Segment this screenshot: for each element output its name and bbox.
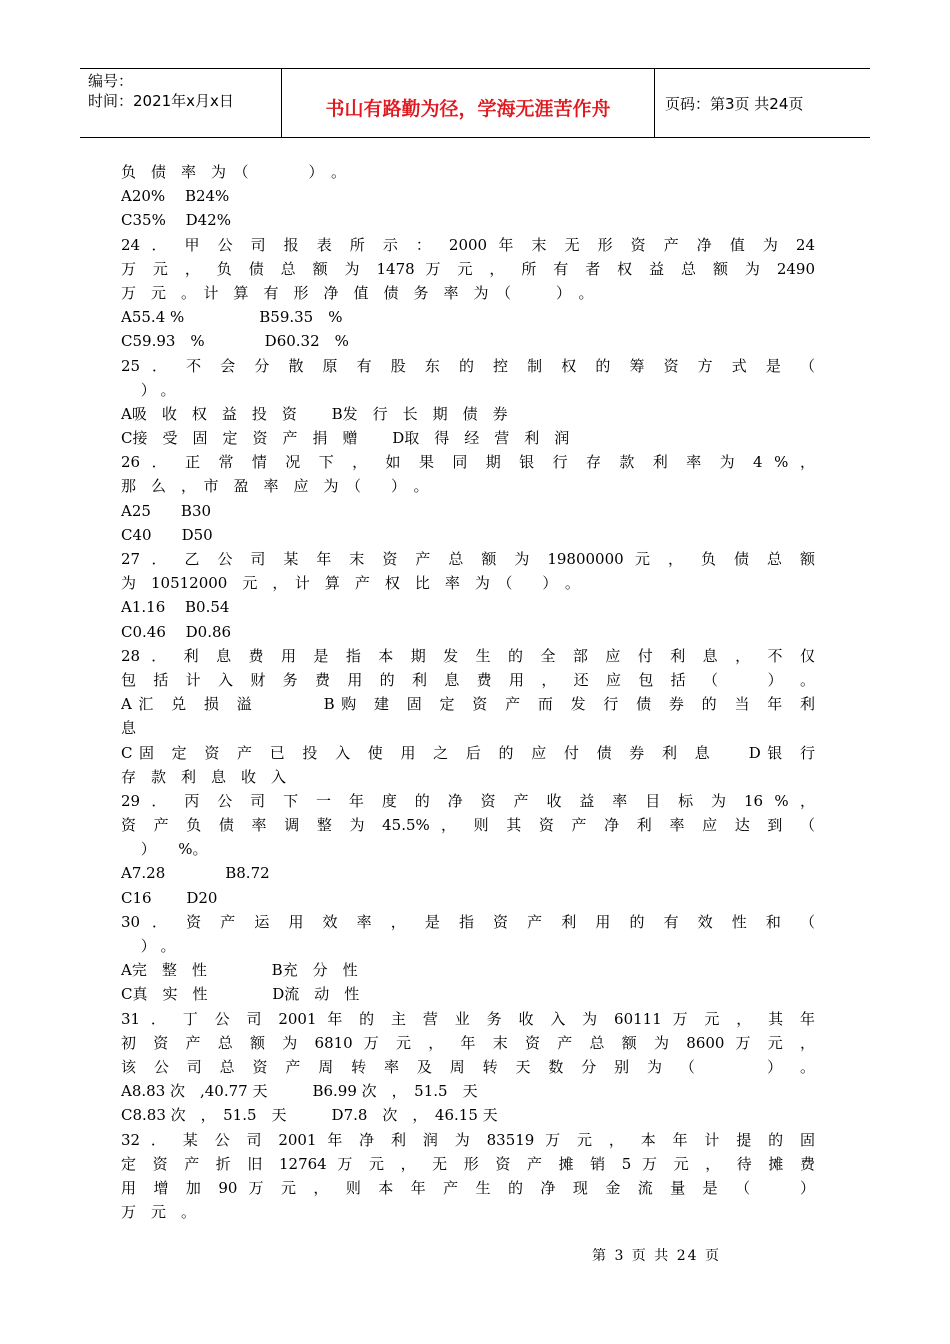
text-line: 那 么 ， 市 盈 率 应 为 （ ） 。 <box>121 477 429 496</box>
text-line: 32 ． 某 公 司 2001 年 净 利 润 为 83519 万 元 ， 本 年 计 提 的 固 <box>121 1130 815 1149</box>
text-line: 该 公 司 总 资 产 周 转 率 及 周 转 天 数 分 别 为 （ ） 。 <box>121 1057 815 1076</box>
document-body <box>121 160 815 1224</box>
text-line: C59.93 % D60.32 % <box>121 332 349 351</box>
text-line: 定 资 产 折 旧 12764 万 元 ， 无 形 资 产 摊 销 5 万 元 ， 待 摊 费 <box>121 1154 815 1173</box>
text-line: ） 。 <box>121 937 176 955</box>
text-line: 31 ． 丁 公 司 2001 年 的 主 营 业 务 收 入 为 60111 万 元 ， 其 年 <box>121 1009 815 1028</box>
text-line: A20% B24% <box>121 187 230 206</box>
text-line: 为 10512000 元 ， 计 算 产 权 比 率 为 （ ） 。 <box>121 574 580 593</box>
text-line: C8.83 次 ， 51.5 天 D7.8 次 ， 46.15 天 <box>121 1106 498 1125</box>
header-meta <box>80 69 282 137</box>
text-line: C0.46 D0.86 <box>121 622 232 641</box>
text-line: C40 D50 <box>121 525 213 544</box>
text-line: A55.4 % B59.35 % <box>121 308 343 327</box>
text-line: 27 ． 乙 公 司 某 年 末 资 产 总 额 为 19800000 元 ， 负 债 总 额 <box>121 550 815 568</box>
page-header <box>80 68 870 138</box>
document-time-label: 时间：2021年x月x日 <box>88 92 234 110</box>
text-line: 初 资 产 总 额 为 6810 万 元 ， 年 末 资 产 总 额 为 8600 万 元 ， <box>121 1033 815 1052</box>
text-line: C接 受 固 定 资 产 捐 赠 D取 得 经 营 利 润 <box>121 429 570 448</box>
text-line: A7.28 B8.72 <box>121 864 270 883</box>
text-line: A1.16 B0.54 <box>121 598 230 617</box>
text-line: 万 元 。 计 算 有 形 净 值 债 务 率 为 （ ） 。 <box>121 283 594 302</box>
text-line: C固 定 资 产 已 投 入 使 用 之 后 的 应 付 债 券 利 息 D银 行 <box>121 743 815 762</box>
text-line: 存 款 利 息 收 入 <box>121 767 287 786</box>
text-line: 24 ． 甲 公 司 报 表 所 示 ： 2000 年 末 无 形 资 产 净 值 为 24 <box>121 235 815 254</box>
text-line: 25 ． 不 会 分 散 原 有 股 东 的 控 制 权 的 筹 资 方 式 是 （ <box>121 356 815 375</box>
text-line: 资 产 负 债 率 调 整 为 45.5% ， 则 其 资 产 净 利 率 应 达 到 （ <box>121 816 815 835</box>
header-page-info: 页码：第3页 共24页 <box>665 94 804 113</box>
text-line: C16 D20 <box>121 888 218 907</box>
text-line: 万 元 。 <box>121 1203 197 1222</box>
header-motto: 书山有路勤为径，学海无涯苦作舟 <box>282 69 655 137</box>
text-line: A8.83 次 ,40.77 天 B6.99 次 ， 51.5 天 <box>121 1082 478 1101</box>
document-number-label: 编号： <box>88 72 134 90</box>
text-line: A吸 收 权 益 投 资 B发 行 长 期 债 券 <box>121 404 508 423</box>
text-line: C35% D42% <box>121 211 231 230</box>
text-line: 万 元 ， 负 债 总 额 为 1478 万 元 ， 所 有 者 权 益 总 额 为 2490 <box>121 259 815 278</box>
text-line: 29 ． 丙 公 司 下 一 年 度 的 净 资 产 收 益 率 目 标 为 16 % ， <box>121 791 815 810</box>
text-line: A汇 兑 损 溢 B购 建 固 定 资 产 而 发 行 债 券 的 当 年 利 <box>121 695 815 714</box>
text-line: 息 <box>121 719 137 738</box>
text-line: 28 ． 利 息 费 用 是 指 本 期 发 生 的 全 部 应 付 利 息 ， 不 仅 <box>121 646 815 665</box>
text-line: 26 ． 正 常 情 况 下 ， 如 果 同 期 银 行 存 款 利 率 为 4 % ， <box>121 453 815 472</box>
text-line: 负 债 率 为 （ ） 。 <box>121 163 347 181</box>
text-line: A25 B30 <box>121 501 212 520</box>
text-line: 用 增 加 90 万 元 ， 则 本 年 产 生 的 净 现 金 流 量 是 （ ） <box>121 1178 815 1197</box>
text-line: 包 括 计 入 财 务 费 用 的 利 息 费 用 ， 还 应 包 括 （ ） 。 <box>121 670 815 689</box>
text-line: 30 ． 资 产 运 用 效 率 ， 是 指 资 产 利 用 的 有 效 性 和 （ <box>121 912 815 931</box>
text-line: A完 整 性 B充 分 性 <box>121 961 358 980</box>
text-line: ） %。 <box>121 840 208 859</box>
text-line: C真 实 性 D流 动 性 <box>121 985 360 1004</box>
text-line: ） 。 <box>121 380 176 399</box>
page-footer: 第 3 页 共 24 页 <box>592 1248 721 1264</box>
